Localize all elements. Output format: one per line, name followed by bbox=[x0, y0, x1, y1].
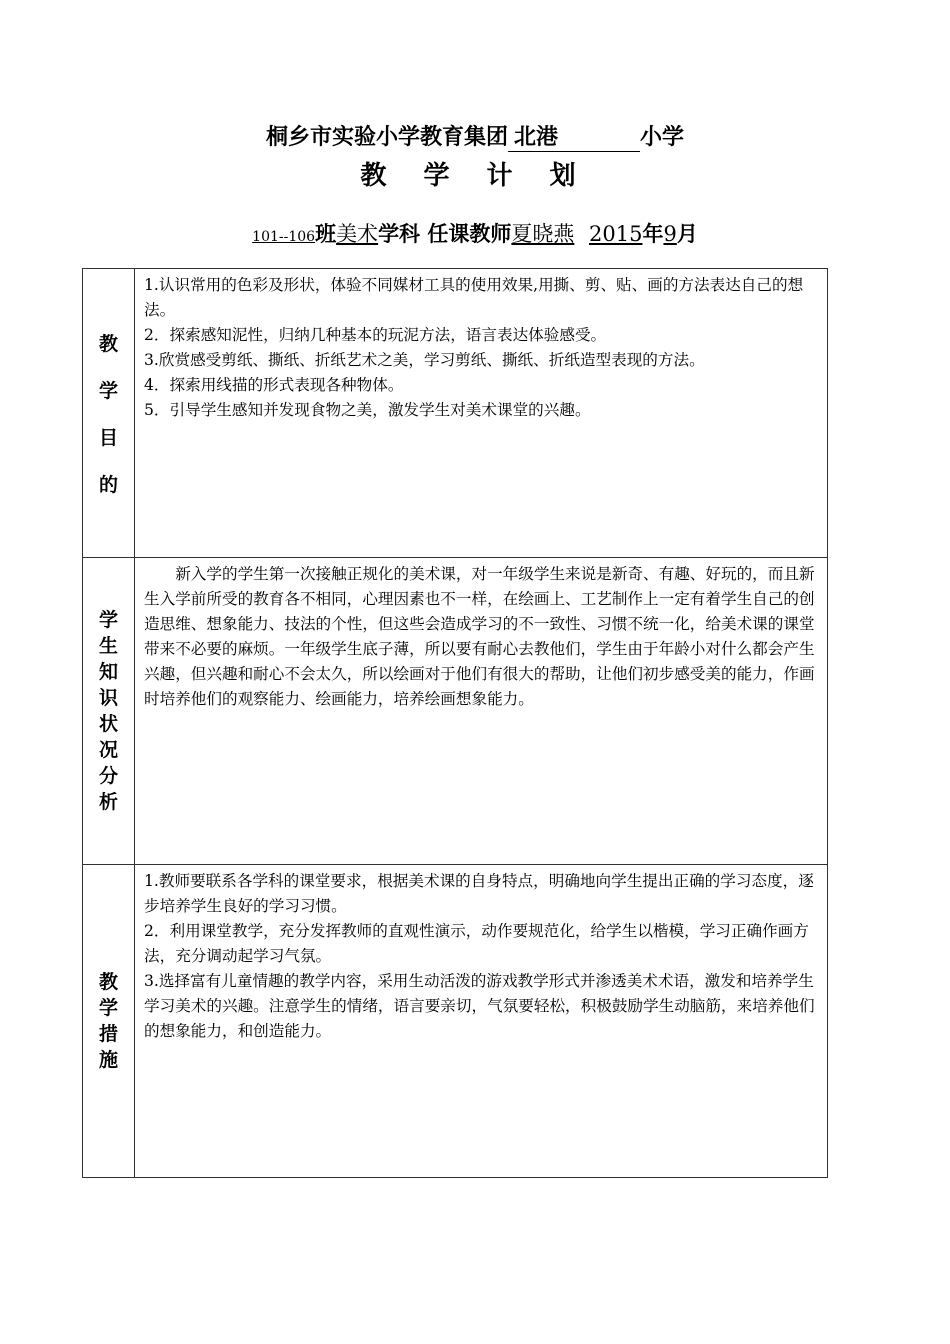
section-row-measures bbox=[83, 865, 828, 1178]
section-label-measures: 教 学 措 施 bbox=[83, 865, 135, 1178]
section-content-goals bbox=[135, 269, 828, 558]
page-title: 教 学 计 划 bbox=[360, 161, 590, 191]
analysis-paragraph: 新入学的学生第一次接触正规化的美术课，对一年级学生来说是新奇、有趣、好玩的，而且新生入学前所受的教育各不相同，心理因素也不一样，在绘画上、工艺制作上一定有着学生自己的创造思维、想象能力、技法的个性，但这些会造成学习的不一致性、习惯不统一化，给美术课的课堂带来不必要的麻烦。一年级学生底子薄，所以要有耐心去教他们，学生由于年龄小对什么都会产生兴趣，但兴趣和耐心不会太久，所以绘画对于他们有很大的帮助，让他们初步感受美的能力，作画时培养他们的观察能力、绘画能力，培养绘画想象能力。 bbox=[144, 565, 815, 708]
year-word: 年 bbox=[642, 222, 664, 246]
goal-item: 5．引导学生感知并发现食物之美，激发学生对美术课堂的兴趣。 bbox=[144, 401, 591, 419]
section-content-measures bbox=[135, 865, 828, 1178]
class-word: 班 bbox=[315, 222, 337, 246]
goal-item: 4．探索用线描的形式表现各种物体。 bbox=[144, 376, 404, 394]
section-content-analysis bbox=[135, 558, 828, 865]
class-range: 101--106 bbox=[252, 229, 316, 245]
course-info-line bbox=[0, 218, 950, 248]
month-word: 月 bbox=[676, 222, 698, 246]
month: 9 bbox=[663, 222, 677, 246]
header-prefix: 桐乡市实验小学教育集团 bbox=[265, 125, 508, 150]
page-header bbox=[0, 120, 950, 152]
goal-item: 2．探索感知泥性，归纳几种基本的玩泥方法，语言表达体验感受。 bbox=[144, 326, 607, 344]
section-row-analysis bbox=[83, 558, 828, 865]
measure-item: 2．利用课堂教学，充分发挥教师的直观性演示，动作要规范化，给学生以楷模，学习正确作画方法，充分调动起学习气氛。 bbox=[144, 922, 809, 965]
plan-table bbox=[82, 268, 828, 1178]
section-row-goals bbox=[83, 269, 828, 558]
teacher-name: 夏晓燕 bbox=[511, 222, 575, 246]
header-suffix: 小学 bbox=[640, 125, 685, 150]
year: 2015 bbox=[589, 222, 643, 246]
goal-item: 1.认识常用的色彩及形状，体验不同媒材工具的使用效果,用撕、剪、贴、画的方法表达自己的想法。 bbox=[144, 276, 804, 319]
section-label-analysis: 学 生 知 识 状 况 分 析 bbox=[83, 558, 135, 865]
subject-word: 学科 任课教师 bbox=[378, 222, 512, 246]
goal-item: 3.欣赏感受剪纸、撕纸、折纸艺术之美，学习剪纸、撕纸、折纸造型表现的方法。 bbox=[144, 351, 705, 369]
measure-item: 1.教师要联系各学科的课堂要求，根据美术课的自身特点，明确地向学生提出正确的学习态度，逐步培养学生良好的学习习惯。 bbox=[144, 872, 814, 915]
school-name: 北港 bbox=[508, 120, 640, 152]
subject: 美术 bbox=[336, 222, 379, 246]
section-label-goals: 教 学 目 的 bbox=[83, 269, 135, 558]
measure-item: 3.选择富有儿童情趣的教学内容，采用生动活泼的游戏教学形式并渗透美术术语，激发和培养学生学习美术的兴趣。注意学生的情绪，语言要亲切，气氛要轻松，积极鼓励学生动脑筋，来培养他们的想象能力，和创造能力。 bbox=[144, 972, 815, 1040]
